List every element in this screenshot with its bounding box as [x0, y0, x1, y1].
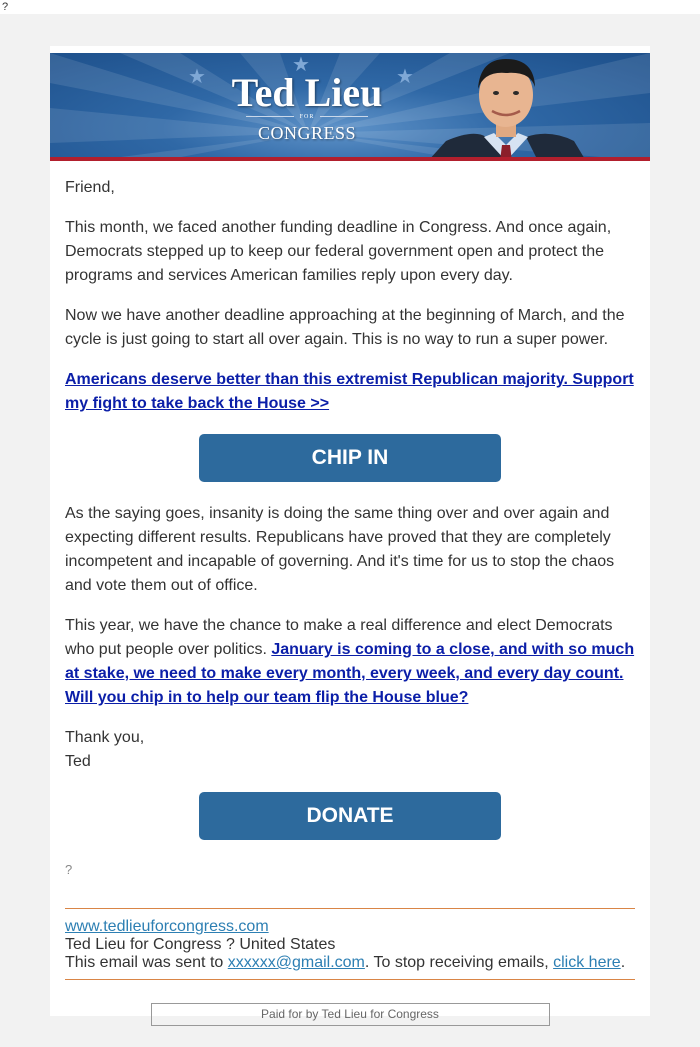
footer: [65, 909, 635, 979]
sent-mid: . To stop receiving emails,: [364, 954, 554, 971]
email-card: [50, 46, 650, 1021]
paragraph-support-link: [65, 368, 635, 416]
org-line: Ted Lieu for Congress ? United States: [65, 936, 336, 953]
top-bar-glyph: ?: [0, 0, 700, 14]
star-icon: ★: [396, 66, 414, 88]
signature: Ted: [65, 753, 91, 770]
logo-name: Ted Lieu: [231, 70, 383, 115]
sent-prefix: This email was sent to: [65, 954, 228, 971]
unsubscribe-link[interactable]: click here: [553, 954, 621, 971]
question-mark: ?: [65, 862, 73, 877]
paragraph-funding-deadline: This month, we faced another funding deadline in Congress. And once again, Democrats stepped up to keep our federal government open and protect the programs and services American families reply upon every day.: [65, 219, 612, 284]
chip-in-link[interactable]: January is coming to a close, and with so much at stake, we need to make every month, every week, and every day count. Will you chip in to help our team flip the House blue?: [65, 641, 635, 706]
star-icon: ★: [188, 66, 206, 88]
signoff-block: [65, 726, 635, 774]
support-fight-link[interactable]: Americans deserve better than this extremist Republican majority. Support my fight to take back the House >>: [65, 371, 634, 412]
paragraph-flip-house-text: This year, we have the chance to make a real difference and elect Democrats who put people over politics.: [65, 617, 613, 658]
greeting: Friend,: [65, 179, 115, 196]
chip-in-button[interactable]: CHIP IN: [199, 434, 501, 482]
paid-for-disclaimer: Paid for by Ted Lieu for Congress: [151, 1003, 550, 1026]
website-link[interactable]: www.tedlieuforcongress.com: [65, 918, 269, 935]
signoff: Thank you,: [65, 729, 145, 746]
donate-button[interactable]: DONATE: [199, 792, 501, 840]
logo-congress: CONGRESS: [257, 123, 357, 143]
logo-for: FOR: [222, 114, 392, 120]
email-body: [65, 176, 635, 1026]
banner-red-stripe: [50, 157, 650, 161]
paragraph-flip-house: [65, 614, 635, 710]
sent-suffix: .: [620, 954, 626, 971]
recipient-email-link[interactable]: xxxxxx@gmail.com: [227, 954, 365, 971]
candidate-portrait: [426, 53, 586, 161]
paragraph-march-deadline: Now we have another deadline approaching at the beginning of March, and the cycle is just going to start all over again. This is no way to run a super power.: [65, 307, 625, 348]
star-icon: ★: [292, 54, 310, 76]
paragraph-insanity: As the saying goes, insanity is doing the same thing over and over again and expecting different results. Republicans have proved that they are completely incompetent and incapable of governing. And it's time for us to stop the chaos and vote them out of office.: [65, 505, 615, 594]
header-banner: [50, 53, 650, 161]
